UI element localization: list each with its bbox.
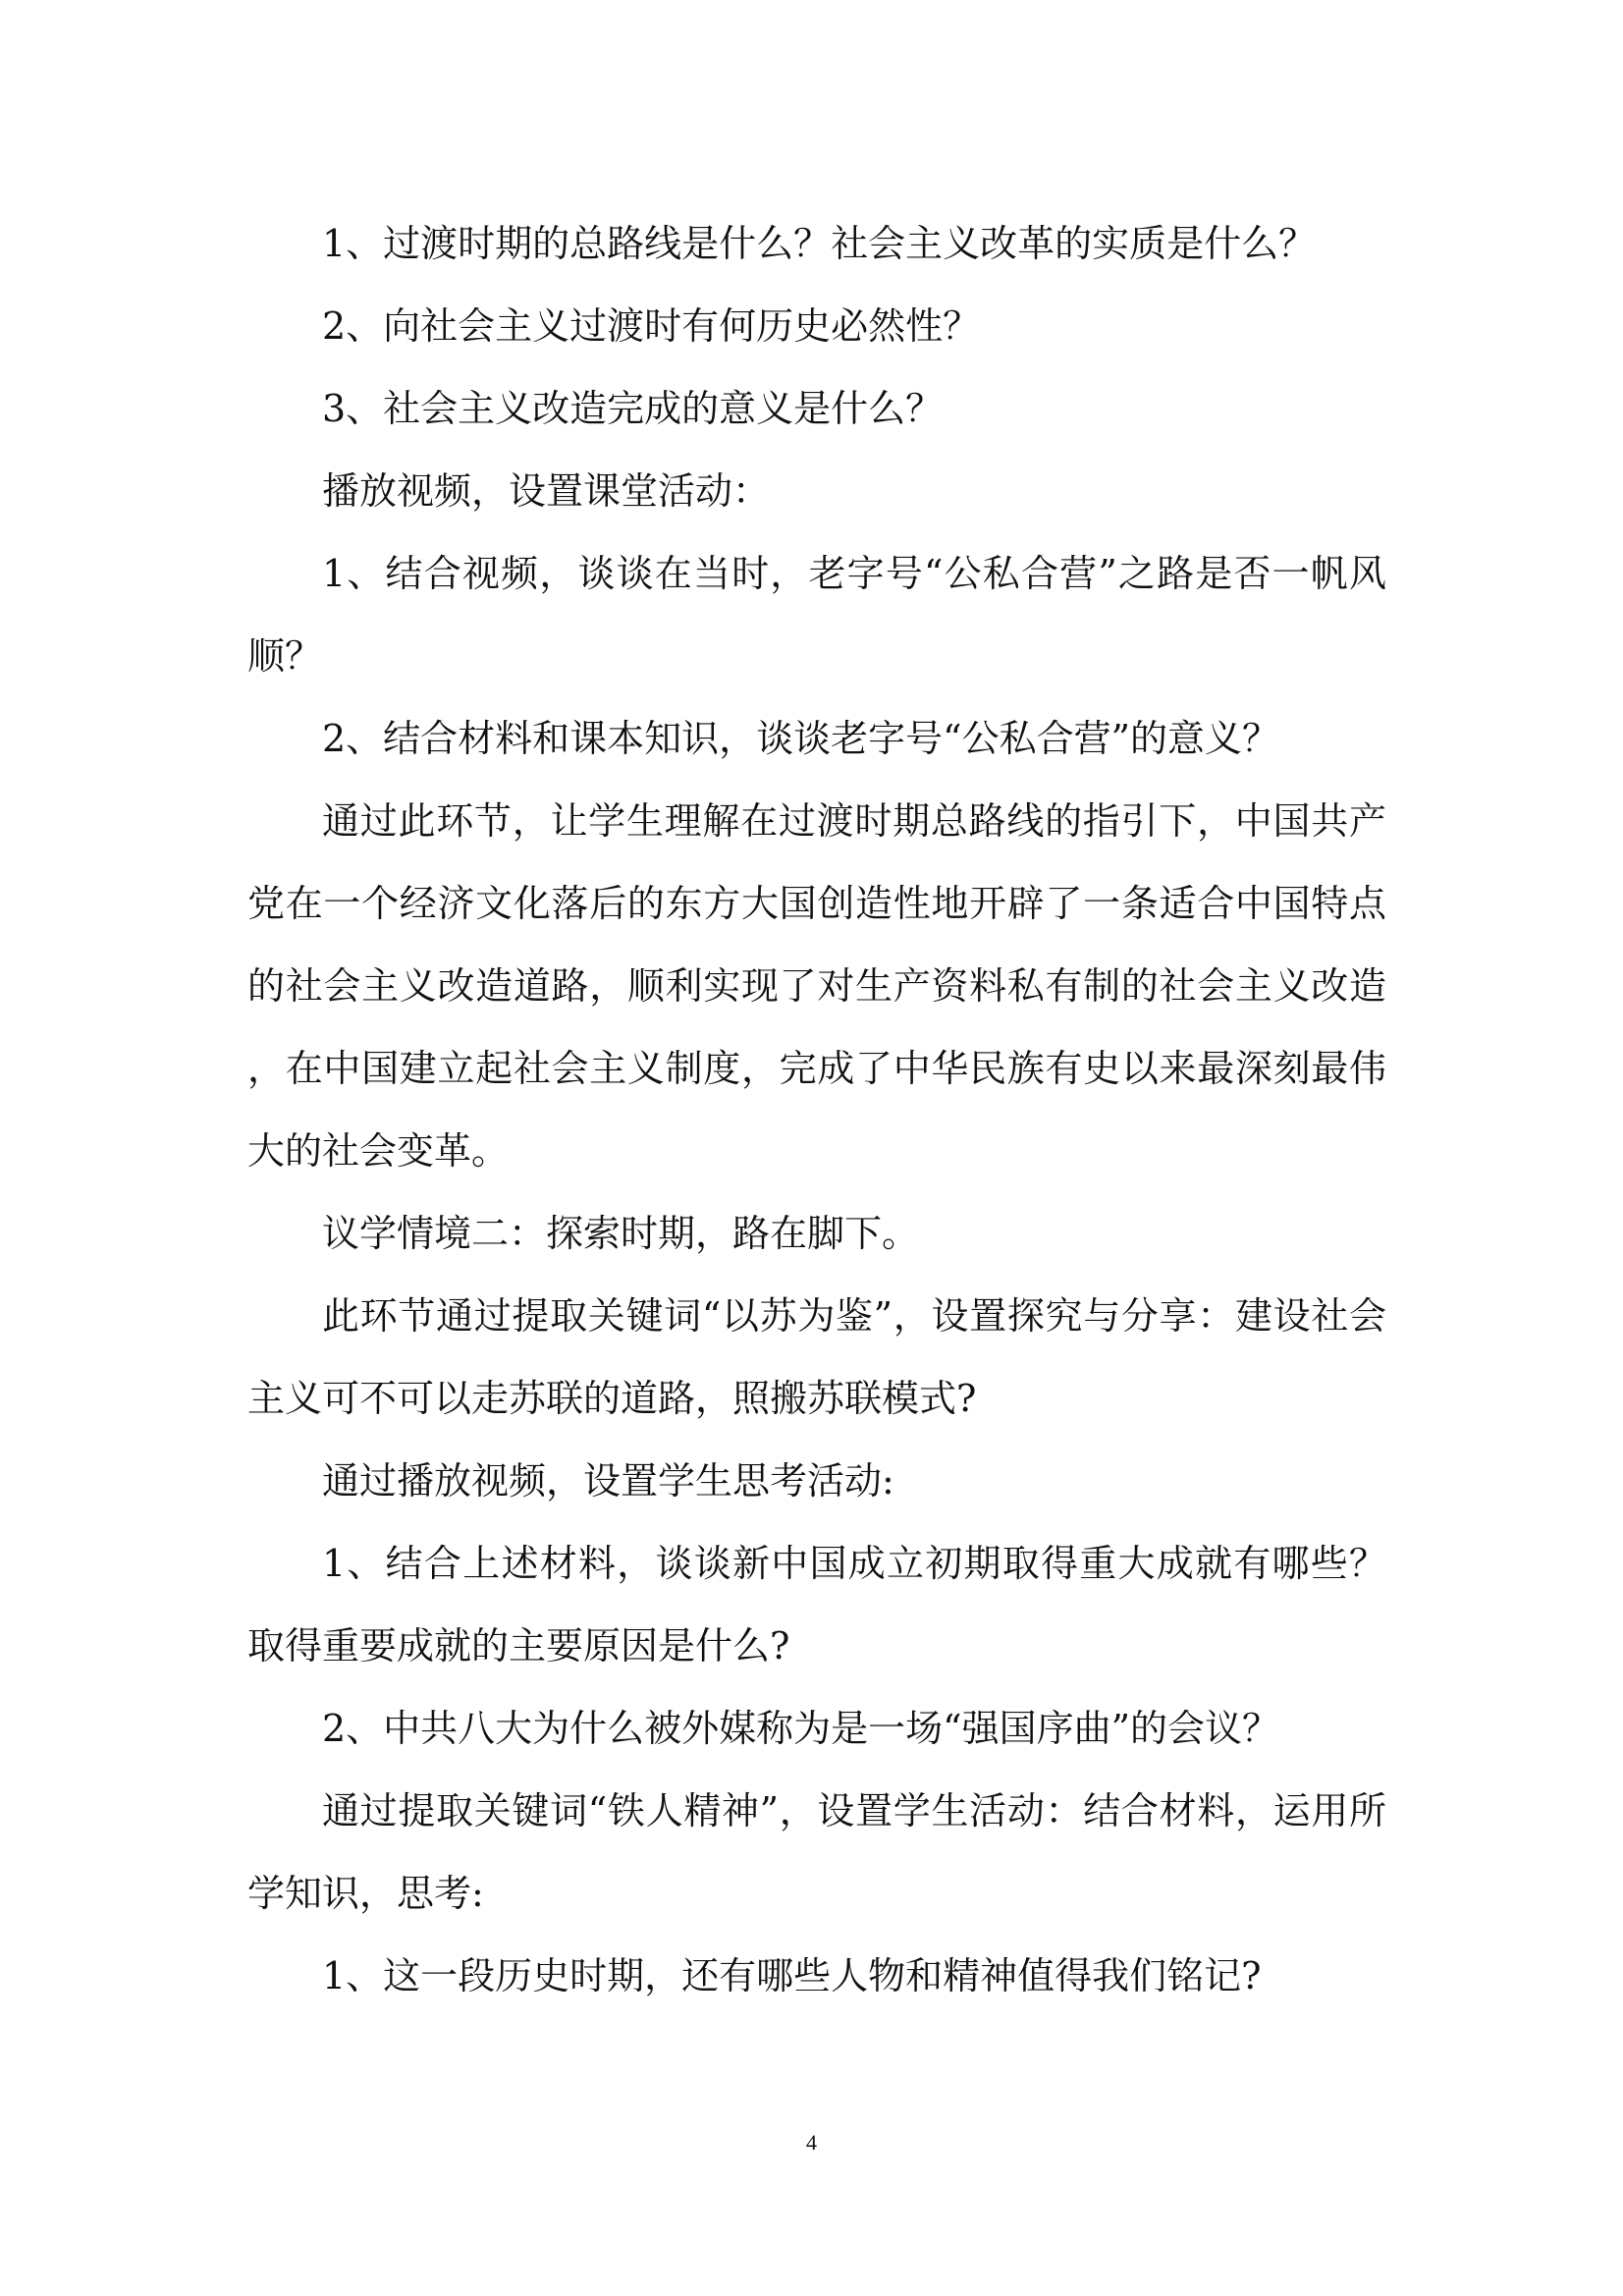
question-transformation-significance: 3、社会主义改造完成的意义是什么？: [322, 387, 944, 430]
question-public-private-meaning: 2、结合材料和课本知识，谈谈老字号“公私合营”的意义？: [322, 717, 1280, 760]
paragraph-soviet-lesson: 此环节通过提取关键词“以苏为鉴”，设置探究与分享：建设社会主义可不可以走苏联的道路，照搬苏联模式?: [247, 1294, 1386, 1420]
question-early-achievements: 1、结合上述材料，谈谈新中国成立初期取得重大成就有哪些？取得重要成就的主要原因是什么?: [247, 1542, 1386, 1667]
question-historical-necessity: 2、向社会主义过渡时有何历史必然性？: [322, 304, 981, 348]
video-thinking-activity: 通过播放视频，设置学生思考活动:: [322, 1459, 894, 1503]
question-public-private-road: 1、结合视频，谈谈在当时，老字号“公私合营”之路是否一帆风顺？: [247, 552, 1386, 678]
page-number: 4: [806, 2130, 817, 2155]
body-text: [247, 202, 1386, 2017]
video-activity-intro: 播放视频，设置课堂活动：: [322, 469, 771, 513]
question-transition-general-line: 1、过渡时期的总路线是什么？社会主义改革的实质是什么？: [322, 222, 1317, 265]
scenario-two-heading: 议学情境二：探索时期，路在脚下。: [322, 1212, 920, 1255]
question-people-to-remember: 1、这一段历史时期，还有哪些人物和精神值得我们铭记?: [322, 1954, 1262, 1997]
question-eighth-congress: 2、中共八大为什么被外媒称为是一场“强国序曲”的会议？: [322, 1707, 1280, 1750]
paragraph-section-summary: 通过此环节，让学生理解在过渡时期总路线的指引下，中国共产党在一个经济文化落后的东方大国创造性地开辟了一条适合中国特点的社会主义改造道路，顺利实现了对生产资料私有制的社会主义改造，在中国建立起社会主义制度，完成了中华民族有史以来最深刻最伟大的社会变革。: [247, 799, 1386, 1173]
paragraph-iron-man-spirit: 通过提取关键词“铁人精神”，设置学生活动：结合材料，运用所学知识，思考:: [247, 1789, 1386, 1915]
